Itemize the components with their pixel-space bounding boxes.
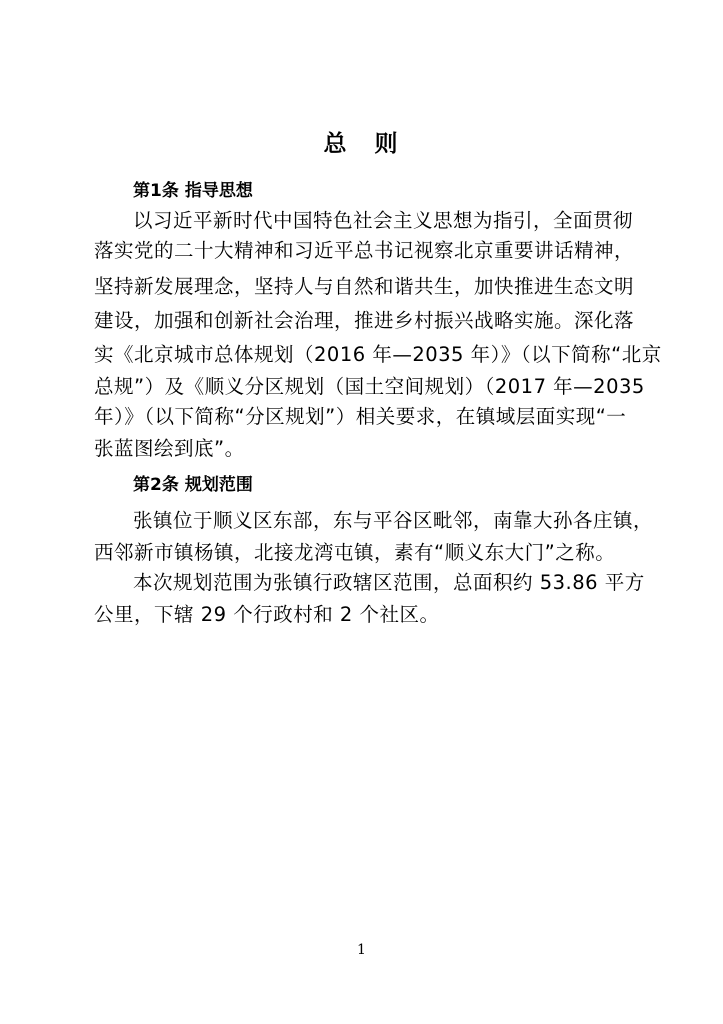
section-number: 第2条 [133, 475, 179, 495]
paragraph-line: 落实党的二十大精神和习近平总书记视察北京重要讲话精神， [94, 239, 635, 262]
paragraph-line: 以习近平新时代中国特色社会主义思想为指引，全面贯彻 [133, 209, 634, 232]
paragraph-line: 坚持新发展理念，坚持人与自然和谐共生，加快推进生态文明 [94, 275, 635, 298]
section-heading [133, 178, 253, 204]
section-heading [133, 472, 253, 498]
page-title: 总 则 [323, 131, 408, 157]
paragraph-line: 实《北京城市总体规划（2016 年—2035 年）》（以下简称“北京 [94, 343, 662, 366]
section-title: 规划范围 [184, 475, 253, 495]
paragraph-line: 西邻新市镇杨镇，北接龙湾屯镇，素有“顺义东大门”之称。 [94, 541, 616, 564]
section-number: 第1条 [133, 181, 179, 201]
paragraph-line: 建设，加强和创新社会治理，推进乡村振兴战略实施。深化落 [94, 309, 635, 332]
paragraph-line: 公里，下辖 29 个行政村和 2 个社区。 [94, 603, 440, 626]
paragraph-line: 张蓝图绘到底”。 [94, 437, 245, 460]
section-title: 指导思想 [184, 181, 253, 201]
paragraph-line: 张镇位于顺义区东部，东与平谷区毗邻，南靠大孙各庄镇， [133, 509, 654, 532]
paragraph-line: 本次规划范围为张镇行政辖区范围，总面积约 53.86 平方 [133, 571, 645, 594]
page-number: 1 [357, 942, 366, 958]
paragraph-line: 总规”）及《顺义分区规划（国土空间规划）（2017 年—2035 [94, 375, 645, 398]
paragraph-line: 年）》（以下简称“分区规划”）相关要求，在镇域层面实现“一 [94, 405, 627, 428]
